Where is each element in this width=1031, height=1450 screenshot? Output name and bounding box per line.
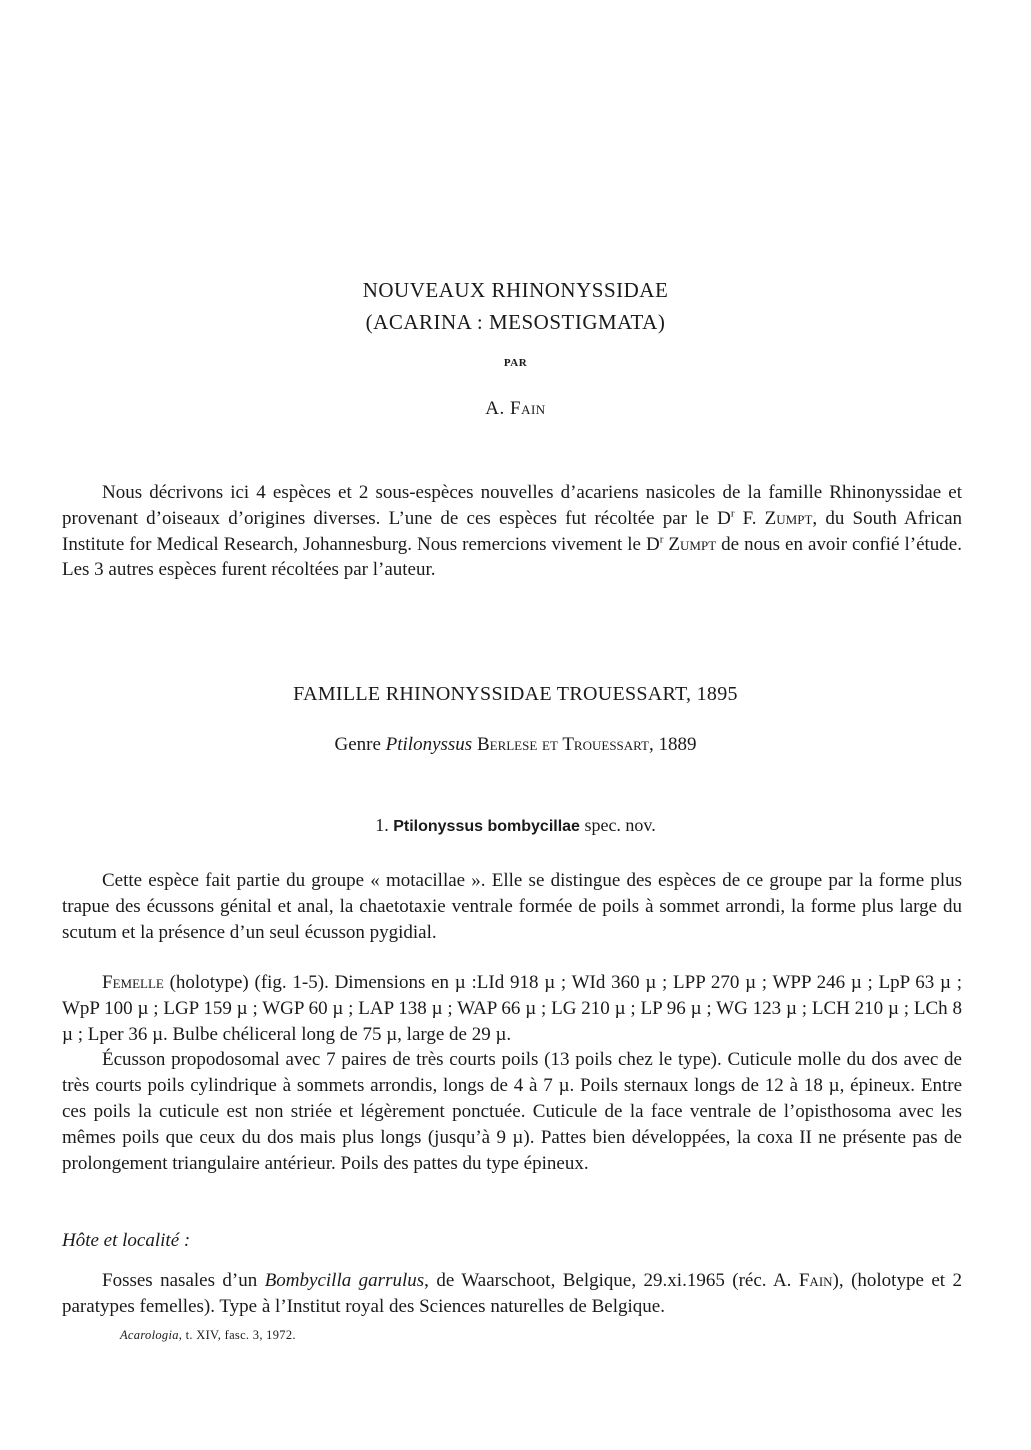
host-species: Bombycilla garrulus <box>264 1270 425 1291</box>
host-text-1: Fosses nasales d’un <box>102 1270 265 1291</box>
dimensions-text: (holotype) (fig. 1-5). Dimensions en µ :LId 918 µ ; WId 360 µ ; LPP 270 µ ; WPP 246 µ ; LpP 63 µ ; WpP 100 µ ; LGP 159 µ ; WGP 60 µ ; LAP 138 µ ; WAP 66 µ ; LG 210 µ ; LP 96 µ ; WG 123 µ ; LCH 210 µ ; LCh 8 µ ; Lper 36 µ. Bulbe chéliceral long de 75 µ, large de 29 µ. <box>62 972 962 1045</box>
collector-name: Fain <box>798 1270 833 1291</box>
description-paragraph <box>62 970 962 1176</box>
description-dimensions <box>62 970 962 1047</box>
journal-footer <box>120 1328 296 1343</box>
host-text-3: ), (holotype et 2 paratypes femelles). Type à l’Institut royal des Sciences naturelles de Belgique. <box>62 1270 962 1317</box>
intro-sup-2: r <box>659 533 664 546</box>
intro-text-2: F. <box>734 507 765 529</box>
diagnosis-paragraph: Cette espèce fait partie du groupe « motacillae ». Elle se distingue des espèces de ce groupe par la forme plus trapue des écussons génital et anal, la chaetotaxie ventrale formée de poils à sommet arrondi, la forme plus large du scutum et la présence d’un seul écusson pygidial. <box>62 870 962 943</box>
family-heading: FAMILLE RHINONYSSIDAE TROUESSART, 1895 <box>293 683 738 705</box>
genus-prefix: Genre <box>334 734 386 755</box>
article-title-line1: NOUVEAUX RHINONYSSIDAE <box>362 278 669 302</box>
species-heading <box>0 815 1031 836</box>
description-continuation: Écusson propodosomal avec 7 paires de très courts poils (13 poils chez le type). Cuticule molle du dos avec de très courts poils cylindrique à sommets arrondis, longs de 4 à 7 µ. Poils sternaux longs de 12 à 18 µ, épineux. Entre ces poils la cuticule est non striée et légèrement ponctuée. Cuticule de la face ventrale de l’opisthosoma avec les mêmes poils que ceux du dos mais plus longs (jusqu’à 9 µ). Pattes bien développées, la coxa II ne présente pas de prolongement triangulaire antérieur. Poils des pattes du type épineux. <box>62 1049 962 1174</box>
species-name: Ptilonyssus bombycillae <box>393 818 580 835</box>
host-locality-heading: Hôte et localité : <box>62 1230 191 1251</box>
intro-text-1: Nous décrivons ici 4 espèces et 2 sous-espèces nouvelles d’acariens nasicoles de la famille Rhinonyssidae et provenant d’oiseaux d’origines diverses. L’une de ces espèces fut récoltée par le D <box>62 482 962 529</box>
species-number: 1. <box>375 815 394 835</box>
host-text-2: , de Waarschoot, Belgique, 29.xi.1965 (réc. A. <box>424 1270 799 1291</box>
intro-text-3: , du South African Institute for Medical Research, Johannesburg. Nous remercions vivement le D <box>62 507 963 555</box>
article-title-line2: (ACARINA : MESOSTIGMATA) <box>365 310 666 334</box>
intro-text-5: de nous en avoir confié l’étude. Les 3 autres espèces furent récoltées par l’auteur. <box>62 533 962 581</box>
genus-year: , 1889 <box>649 734 697 755</box>
genus-authors: Berlese et Trouessart <box>472 734 650 755</box>
author-name: A. Fain <box>485 398 546 419</box>
intro-name-2: Zumpt <box>668 533 717 555</box>
host-paragraph <box>62 1268 962 1320</box>
female-label: Femelle <box>102 972 164 993</box>
genus-name: Ptilonyssus <box>385 734 473 755</box>
intro-name-1: Zumpt <box>764 507 813 529</box>
par-label: PAR <box>503 357 528 369</box>
intro-sup-1: r <box>730 507 735 520</box>
intro-paragraph <box>62 480 962 583</box>
genus-heading <box>0 734 1031 756</box>
journal-name: Acarologia <box>120 1328 179 1342</box>
species-suffix: spec. nov. <box>579 815 656 835</box>
journal-details: , t. XIV, fasc. 3, 1972. <box>178 1328 296 1342</box>
